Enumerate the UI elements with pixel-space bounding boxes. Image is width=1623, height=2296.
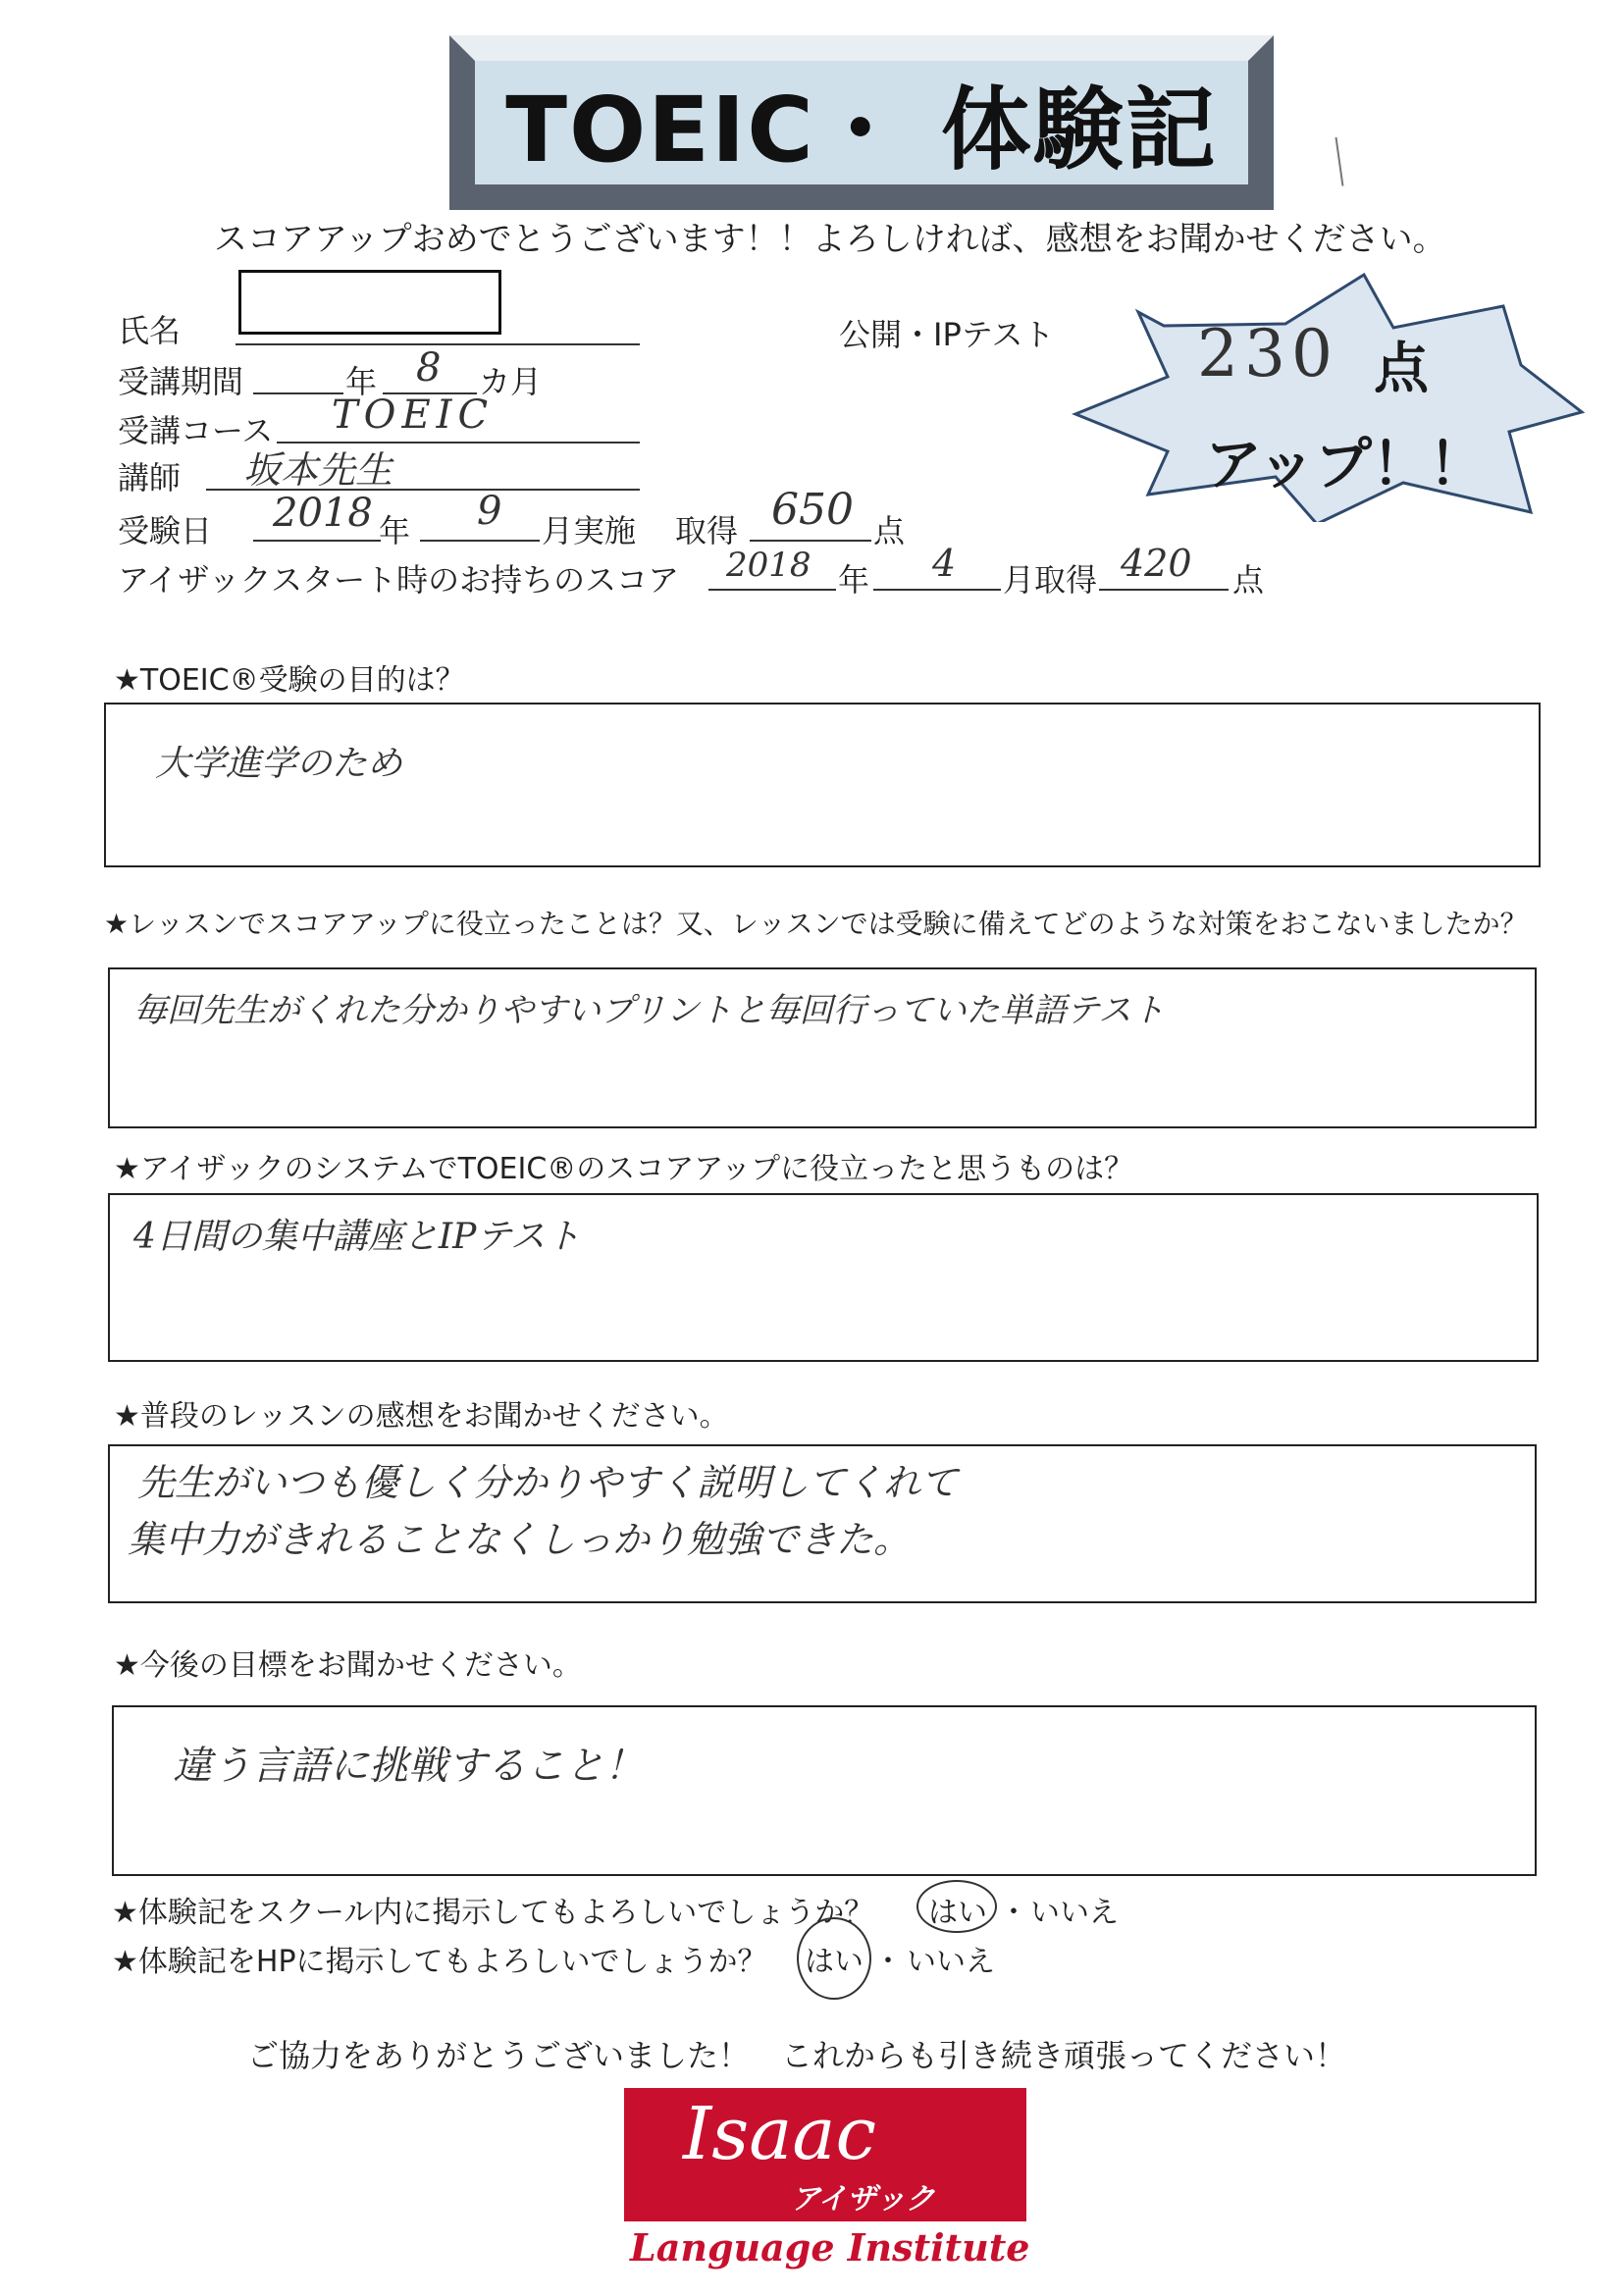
score-label: 取得: [675, 512, 739, 549]
permission-school-no[interactable]: いいえ: [1030, 1896, 1119, 1930]
question-2-label: ★レッスンでスコアアップに役立ったことは？又、レッスンでは受験に備えてどのような対策をおこないましたか？: [104, 908, 1528, 940]
teacher-underline: [206, 489, 640, 491]
logo-katakana: アイザック: [791, 2182, 935, 2217]
name-label: 氏名: [118, 312, 182, 349]
permission-hp-label: ★体験記をHPに掲示してもよろしいでしょうか？: [112, 1945, 767, 1979]
question-5-answer-line-1: 違う言語に挑戦すること！: [173, 1744, 644, 1789]
test-type-label: 公開・IPテスト: [839, 316, 1055, 353]
subtitle: スコアアップおめでとうございます！！よろしければ、感想をお聞かせください。: [214, 220, 1446, 259]
permission-hp-yes[interactable]: はい: [805, 1945, 864, 1979]
start-score-unit: 点: [1232, 561, 1265, 599]
question-1-answer-line-1: 大学進学のため: [155, 744, 403, 784]
course-label: 受講コース: [118, 412, 274, 449]
exam-year-value: 2018: [273, 491, 373, 536]
permission-hp-no[interactable]: いいえ: [907, 1945, 995, 1979]
banner-tick-mark: [1332, 137, 1344, 186]
exam-date-label: 受験日: [118, 512, 213, 549]
period-label: 受講期間: [118, 363, 244, 400]
permission-hp-separator: ・: [873, 1945, 903, 1979]
badge-points: 230: [1197, 316, 1338, 391]
question-4-answer-line-1: 先生がいつも優しく分かりやすく説明してくれて: [137, 1461, 959, 1504]
start-month-underline: [873, 589, 1001, 591]
exam-month-value: 9: [477, 489, 502, 534]
permission-school-yes[interactable]: はい: [928, 1896, 987, 1930]
period-months-value: 8: [416, 345, 442, 391]
period-year-unit: 年: [345, 363, 378, 400]
badge-points-unit: 点: [1374, 338, 1429, 401]
start-year-unit: 年: [838, 561, 870, 599]
logo-script: Isaac: [683, 2092, 876, 2176]
start-month-value: 4: [932, 542, 957, 585]
question-5-label: ★今後の目標をお聞かせください。: [114, 1648, 582, 1683]
permission-school-separator: ・: [999, 1896, 1028, 1930]
title-banner: [449, 35, 1274, 210]
question-2-answer-line-1: 毎回先生がくれた分かりやすいプリントと毎回行っていた単語テスト: [133, 991, 1166, 1030]
start-score-underline: [1099, 589, 1229, 591]
question-4-answer-line-2: 集中力がきれることなくしっかり勉強できた。: [128, 1518, 912, 1561]
permission-school-yes-circle: [916, 1880, 997, 1933]
score-value: 650: [771, 485, 854, 535]
logo-sub: Language Institute: [630, 2225, 1030, 2270]
footer-thanks: ご協力をありがとうございました！ これからも引き続き頑張ってください！: [247, 2037, 1347, 2074]
start-year-underline: [708, 589, 836, 591]
isaac-logo: [624, 2088, 1030, 2270]
score-underline: [750, 540, 871, 542]
course-value: TOEIC: [332, 392, 495, 438]
question-5-answer-box: [112, 1705, 1537, 1876]
page-title: TOEIC・ 体験記: [505, 78, 1218, 183]
exam-month-unit: 月実施: [542, 512, 637, 549]
question-1-label: ★TOEIC®受験の目的は？: [114, 663, 465, 698]
teacher-value: 坂本先生: [243, 448, 393, 492]
teacher-label: 講師: [118, 459, 182, 496]
start-score-value: 420: [1121, 542, 1192, 585]
badge-up-text: アップ！！: [1205, 431, 1486, 497]
period-years-underline: [253, 392, 343, 394]
period-month-unit: カ月: [479, 363, 543, 400]
permission-school-label: ★体験記をスクール内に掲示してもよろしいでしょうか？: [112, 1896, 874, 1930]
start-score-label: アイザックスタート時のお持ちのスコア: [118, 561, 680, 599]
exam-year-underline: [253, 540, 381, 542]
question-3-answer-line-1: 4日間の集中講座とIPテスト: [133, 1217, 581, 1257]
name-redaction-box: [238, 270, 501, 335]
start-year-value: 2018: [726, 546, 812, 585]
question-4-label: ★普段のレッスンの感想をお聞かせください。: [114, 1399, 729, 1434]
question-3-label: ★アイザックのシステムでTOEIC®のスコアアップに役立ったと思うものは？: [114, 1152, 1134, 1186]
permission-hp-yes-circle: [797, 1917, 871, 2000]
exam-year-unit: 年: [379, 512, 411, 549]
start-month-unit: 月取得: [1003, 561, 1098, 599]
exam-month-underline: [420, 540, 540, 542]
score-unit: 点: [873, 512, 906, 549]
